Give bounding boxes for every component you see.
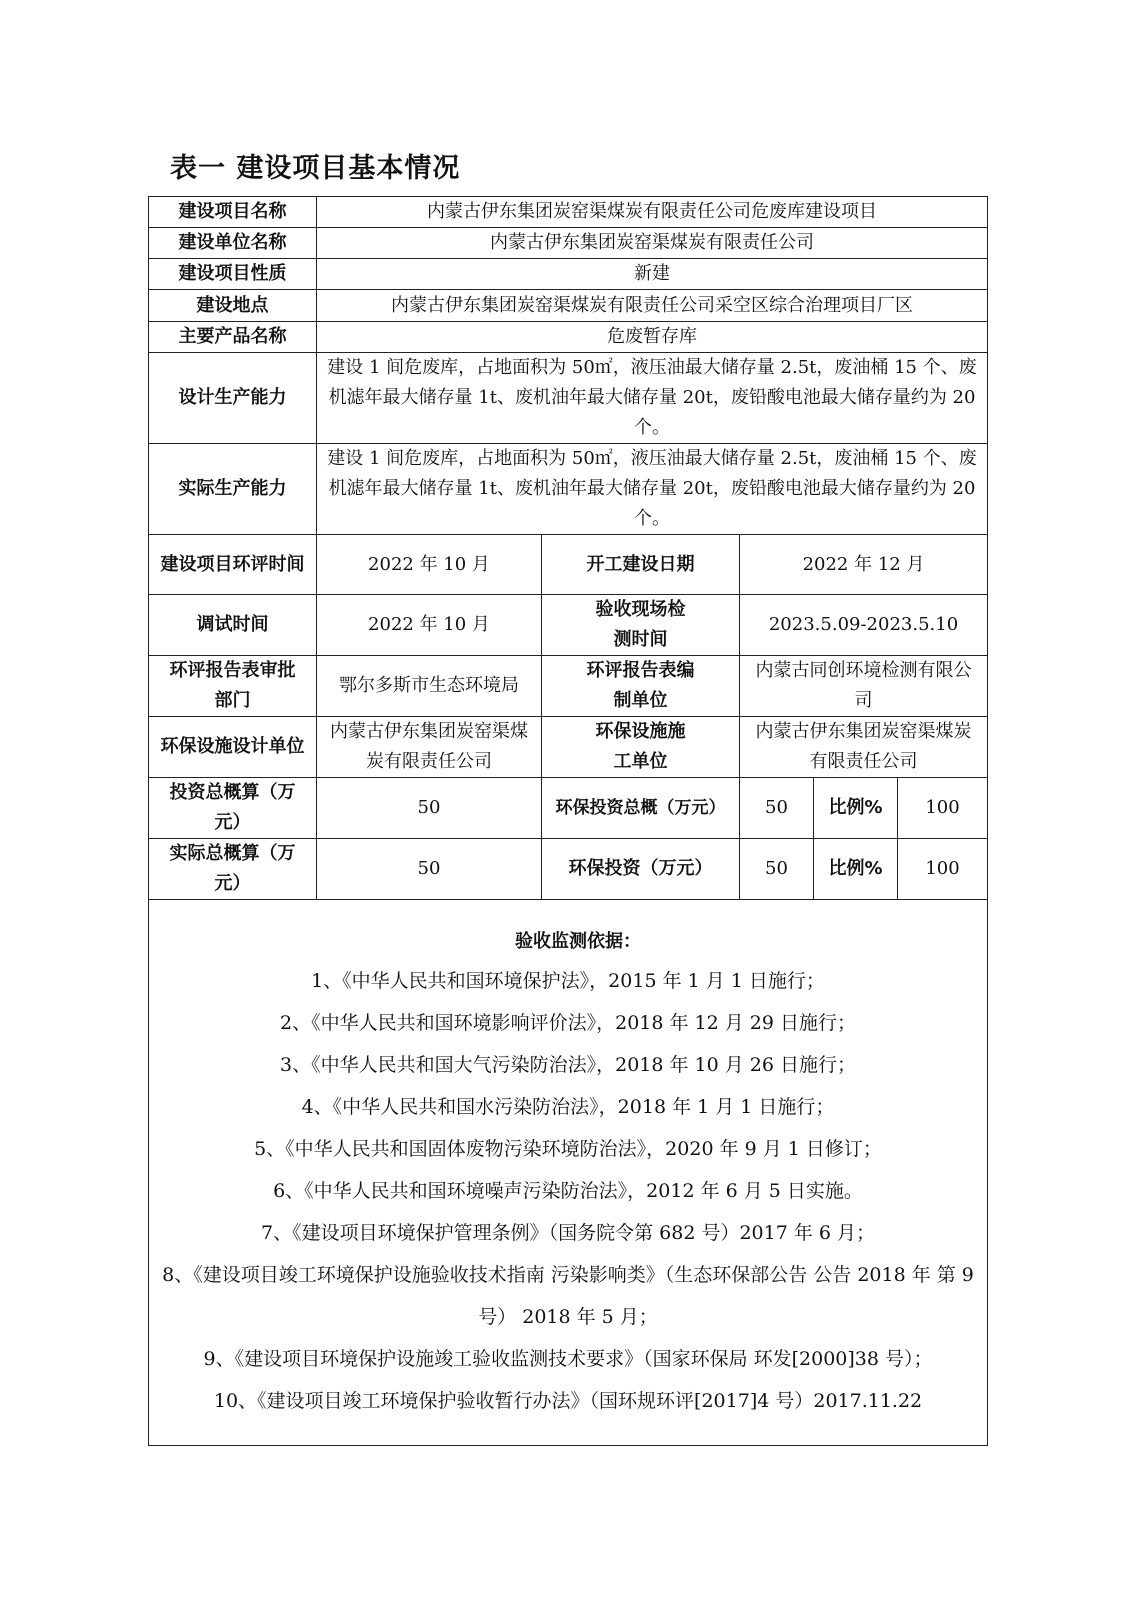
design-capacity-value: 建设 1 间危废库，占地面积为 50㎡，液压油最大储存量 2.5t，废油桶 15 个、废机滤年最大储存量 1t、废机油年最大储存量 20t，废铅酸电池最大储存量约为 20 个。 xyxy=(317,353,988,444)
ratio-label: 比例% xyxy=(814,778,898,839)
actual-capacity-value: 建设 1 间危废库，占地面积为 50㎡，液压油最大储存量 2.5t，废油桶 15 个、废机滤年最大储存量 1t、废机油年最大储存量 20t，废铅酸电池最大储存量约为 20 个。 xyxy=(317,444,988,535)
env-invest-value: 50 xyxy=(740,839,814,900)
inspection-time-value: 2023.5.09-2023.5.10 xyxy=(740,595,988,656)
construct-unit-label: 环保设施施工单位 xyxy=(542,717,740,778)
table-row xyxy=(149,322,988,353)
inspection-time-label: 验收现场检测时间 xyxy=(542,595,740,656)
env-invest-total-value: 50 xyxy=(740,778,814,839)
ratio-value: 100 xyxy=(898,778,988,839)
location-label: 建设地点 xyxy=(149,290,317,322)
project-name-label: 建设项目名称 xyxy=(149,197,317,228)
table-row xyxy=(149,656,988,717)
design-unit-label: 环保设施设计单位 xyxy=(149,717,317,778)
nature-value: 新建 xyxy=(317,259,988,290)
basis-item: 9、《建设项目环境保护设施竣工验收监测技术要求》（国家环保局 环发[2000]38 号）； xyxy=(203,1347,933,1370)
basis-item: 5、《中华人民共和国固体废物污染环境防治法》，2020 年 9 月 1 日修订； xyxy=(254,1137,882,1160)
actual-capacity-label: 实际生产能力 xyxy=(149,444,317,535)
design-capacity-label: 设计生产能力 xyxy=(149,353,317,444)
table-row xyxy=(149,595,988,656)
basis-item: 7、《建设项目环境保护管理条例》（国务院令第 682 号）2017 年 6 月； xyxy=(261,1221,876,1244)
basis-item: 10、《建设项目竣工环境保护验收暂行办法》（国环规环评[2017]4 号）2017.11.22 xyxy=(213,1389,923,1412)
nature-label: 建设项目性质 xyxy=(149,259,317,290)
report-unit-value: 内蒙古同创环境检测有限公司 xyxy=(740,656,988,717)
table-row xyxy=(149,197,988,228)
table-row xyxy=(149,900,988,1446)
product-label: 主要产品名称 xyxy=(149,322,317,353)
basis-title: 验收监测依据： xyxy=(515,930,642,952)
ratio-value: 100 xyxy=(898,839,988,900)
page-title: 表一 建设项目基本情况 xyxy=(170,153,461,184)
table-row xyxy=(149,228,988,259)
table-row xyxy=(149,259,988,290)
ratio-label: 比例% xyxy=(814,839,898,900)
table-row xyxy=(149,290,988,322)
actual-total-value: 50 xyxy=(317,839,542,900)
invest-total-label: 投资总概算（万元） xyxy=(149,778,317,839)
project-name-value: 内蒙古伊东集团炭窑渠煤炭有限责任公司危废库建设项目 xyxy=(317,197,988,228)
location-value: 内蒙古伊东集团炭窑渠煤炭有限责任公司采空区综合治理项目厂区 xyxy=(317,290,988,322)
table-row xyxy=(149,444,988,535)
unit-name-label: 建设单位名称 xyxy=(149,228,317,259)
basis-item: 3、《中华人民共和国大气污染防治法》，2018 年 10 月 26 日施行； xyxy=(280,1053,857,1076)
env-invest-label: 环保投资（万元） xyxy=(542,839,740,900)
approval-dept-value: 鄂尔多斯市生态环境局 xyxy=(317,656,542,717)
actual-total-label: 实际总概算（万元） xyxy=(149,839,317,900)
table-row xyxy=(149,353,988,444)
table-row xyxy=(149,839,988,900)
debug-time-value: 2022 年 10 月 xyxy=(317,595,542,656)
table-row xyxy=(149,535,988,595)
invest-total-value: 50 xyxy=(317,778,542,839)
basis-item: 1、《中华人民共和国环境保护法》，2015 年 1 月 1 日施行； xyxy=(311,969,825,992)
unit-name-value: 内蒙古伊东集团炭窑渠煤炭有限责任公司 xyxy=(317,228,988,259)
eia-time-label: 建设项目环评时间 xyxy=(149,535,317,595)
debug-time-label: 调试时间 xyxy=(149,595,317,656)
table-row xyxy=(149,778,988,839)
eia-time-value: 2022 年 10 月 xyxy=(317,535,542,595)
basis-item: 2、《中华人民共和国环境影响评价法》，2018 年 12 月 29 日施行； xyxy=(280,1011,857,1034)
start-date-value: 2022 年 12 月 xyxy=(740,535,988,595)
start-date-label: 开工建设日期 xyxy=(542,535,740,595)
report-unit-label: 环评报告表编制单位 xyxy=(542,656,740,717)
product-value: 危废暂存库 xyxy=(317,322,988,353)
basis-item: 8、《建设项目竣工环境保护设施验收技术指南 污染影响类》（生态环保部公告 公告 2018 年 第 9 号） 2018 年 5 月； xyxy=(162,1263,974,1328)
construct-unit-value: 内蒙古伊东集团炭窑渠煤炭有限责任公司 xyxy=(740,717,988,778)
basis-item: 6、《中华人民共和国环境噪声污染防治法》，2012 年 6 月 5 日实施。 xyxy=(273,1179,863,1202)
project-info-table xyxy=(148,196,988,1446)
table-row xyxy=(149,717,988,778)
basis-item: 4、《中华人民共和国水污染防治法》，2018 年 1 月 1 日施行； xyxy=(301,1095,835,1118)
acceptance-basis xyxy=(149,900,988,1446)
env-invest-total-label: 环保投资总概（万元） xyxy=(542,778,740,839)
approval-dept-label: 环评报告表审批部门 xyxy=(149,656,317,717)
design-unit-value: 内蒙古伊东集团炭窑渠煤炭有限责任公司 xyxy=(317,717,542,778)
